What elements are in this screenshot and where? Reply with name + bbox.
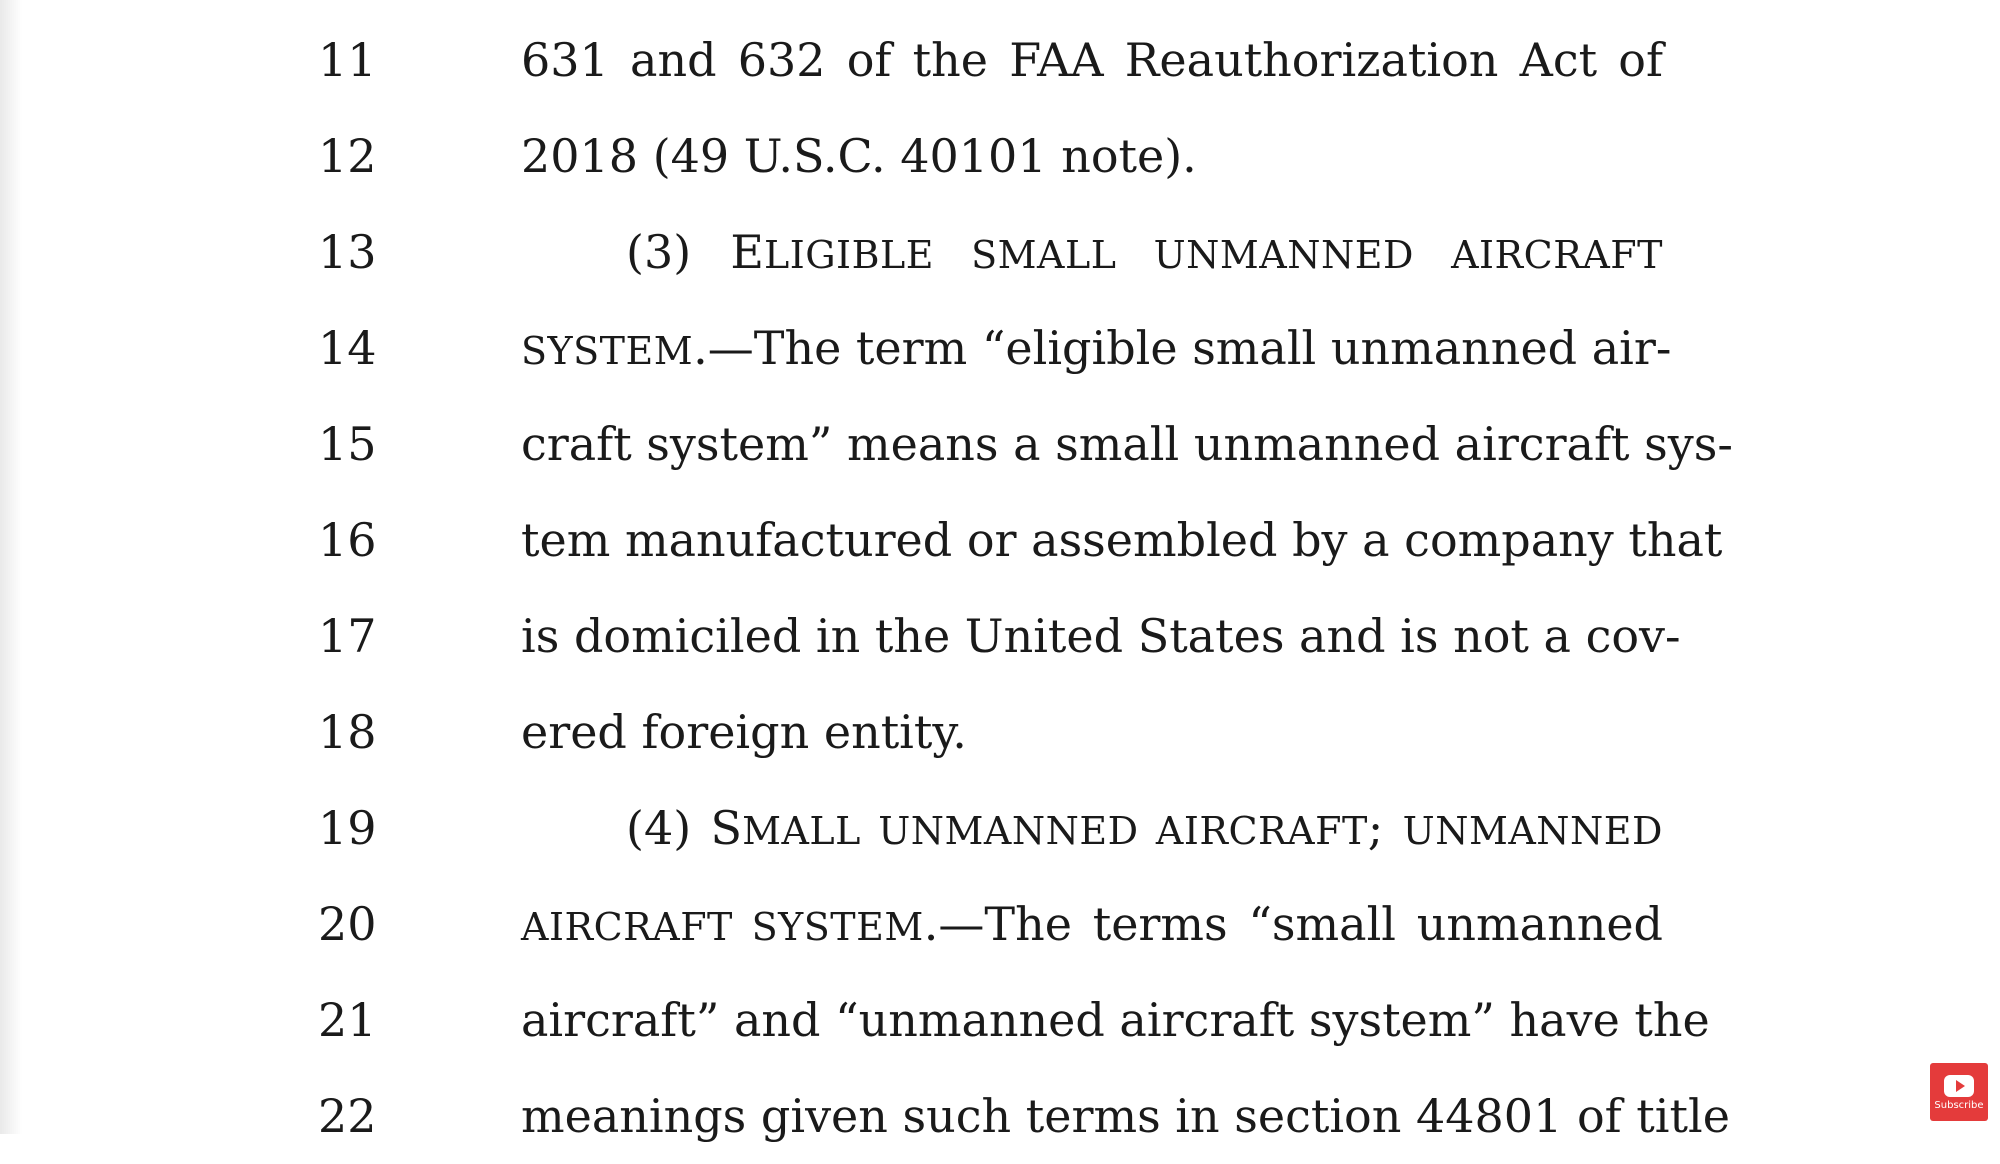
document-line <box>0 684 2000 780</box>
heading-small-caps: UNMANNED <box>1402 809 1664 853</box>
line-text <box>521 876 1663 975</box>
document-line <box>0 300 2000 396</box>
heading-separator: ; <box>1367 801 1403 855</box>
line-number: 12 <box>318 129 377 183</box>
document-line <box>0 588 2000 684</box>
definition-text: .—The terms “small unmanned <box>923 897 1663 951</box>
document-line <box>0 492 2000 588</box>
line-number: 13 <box>318 225 377 279</box>
line-number: 19 <box>318 801 377 855</box>
heading-capital: S <box>710 801 743 855</box>
subscribe-button[interactable] <box>1930 1063 1988 1121</box>
line-text <box>626 204 1663 303</box>
line-text: craft system” means a small unmanned aircraft sys- <box>521 417 1733 471</box>
line-text: is domiciled in the United States and is not a cov- <box>521 609 1681 663</box>
line-text: 2018 (49 U.S.C. 40101 note). <box>521 129 1197 183</box>
subscribe-label: Subscribe <box>1934 1100 1984 1111</box>
paragraph-number: (4) <box>626 801 711 855</box>
document-line <box>0 780 2000 876</box>
heading-small-caps: LIGIBLE SMALL UNMANNED AIRCRAFT <box>763 233 1664 277</box>
document-line <box>0 396 2000 492</box>
line-number: 20 <box>318 897 377 951</box>
document-line <box>0 876 2000 972</box>
document-line <box>0 1068 2000 1164</box>
line-text: 631 and 632 of the FAA Reauthorization Act of <box>521 33 1663 87</box>
line-text: aircraft” and “unmanned aircraft system” have the <box>521 993 1710 1047</box>
document-line <box>0 204 2000 300</box>
document-line <box>0 972 2000 1068</box>
document-line <box>0 108 2000 204</box>
line-number: 18 <box>318 705 377 759</box>
paragraph-number: (3) <box>626 225 731 279</box>
line-number: 16 <box>318 513 377 567</box>
line-number: 11 <box>318 33 377 87</box>
definition-text: .—The term “eligible small unmanned air- <box>693 321 1672 375</box>
line-number: 17 <box>318 609 377 663</box>
line-text <box>626 780 1663 879</box>
line-number: 22 <box>318 1089 377 1143</box>
line-number: 14 <box>318 321 377 375</box>
heading-small-caps: AIRCRAFT SYSTEM <box>521 905 924 949</box>
youtube-play-icon <box>1944 1075 1974 1097</box>
line-number: 15 <box>318 417 377 471</box>
heading-capital: E <box>730 225 764 279</box>
heading-small-caps: MALL UNMANNED AIRCRAFT <box>742 809 1368 853</box>
line-text: meanings given such terms in section 44801 of title <box>521 1089 1730 1143</box>
line-text <box>521 300 1672 399</box>
heading-small-caps: SYSTEM <box>521 329 694 373</box>
line-number: 21 <box>318 993 377 1047</box>
line-text: ered foreign entity. <box>521 705 967 759</box>
line-text: tem manufactured or assembled by a company that <box>521 513 1723 567</box>
document-line <box>0 12 2000 108</box>
